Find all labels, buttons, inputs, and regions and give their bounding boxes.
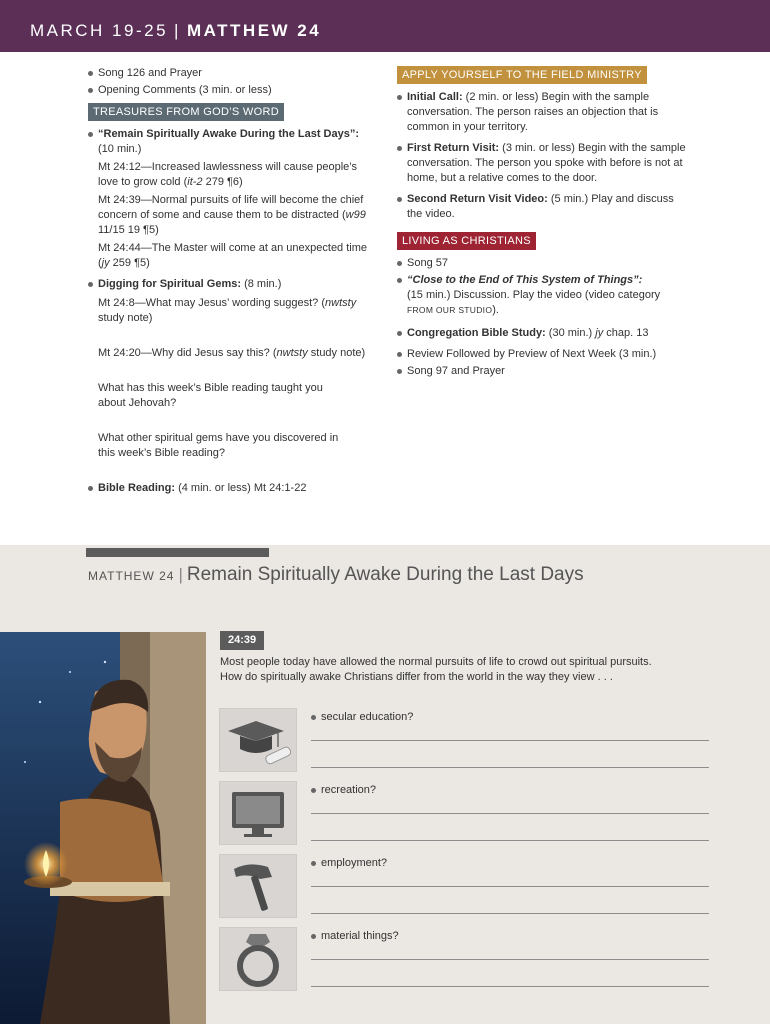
q1-ref: nwtsty [325, 297, 357, 309]
mt-24-12-ref: it-2 [187, 176, 203, 188]
second-return-visit [397, 192, 687, 222]
closing-song [397, 364, 687, 379]
section-book-label: MATTHEW 24 [88, 569, 175, 583]
second-return-label: Second Return Visit Video: [407, 193, 548, 205]
question-line-1: Most people today have allowed the normal pursuits of life to crowd out spiritual pursuits. [220, 656, 652, 668]
gems-question-3: What has this week’s Bible reading taught you about Jehovah? [98, 382, 323, 409]
mt-24-12-point [98, 160, 373, 190]
cbs-text: (30 min.) [545, 327, 596, 339]
row-secular-education [219, 708, 711, 772]
monitor-svg [220, 782, 296, 844]
header-separator: | [174, 21, 181, 40]
illustration-man-with-lamp [0, 632, 206, 1024]
cbs-label: Congregation Bible Study: [407, 327, 546, 339]
ring-icon [219, 927, 297, 991]
gems-duration: (8 min.) [241, 278, 282, 290]
section-pipe: | [178, 565, 183, 584]
gems-label: Digging for Spiritual Gems: [98, 278, 242, 290]
q1-rest: study note) [98, 312, 153, 324]
talk-title: “Remain Spiritually Awake During the Last Days”: [98, 128, 360, 140]
living-banner: LIVING AS CHRISTIANS [397, 232, 536, 250]
graduation-cap-icon [219, 708, 297, 772]
cbs-rest: chap. 13 [603, 327, 649, 339]
row-material-things [219, 927, 711, 991]
header-title [30, 20, 321, 42]
initial-call-label: Initial Call: [407, 91, 463, 103]
review-text: Review Followed by Preview of Next Week (3 min.) [407, 348, 657, 360]
date-range: MARCH 19-25 [30, 21, 169, 40]
treasures-talk [88, 127, 373, 271]
treasures-banner: TREASURES FROM GOD’S WORD [88, 103, 284, 121]
video-category: FROM OUR STUDIO [407, 305, 493, 315]
monitor-icon [219, 781, 297, 845]
gems-question-2 [98, 346, 373, 361]
q1-text: Mt 24:8—What may Jesus’ wording suggest? ( [98, 297, 326, 309]
reading-text: (4 min. or less) Mt 24:1-22 [175, 482, 307, 494]
mt-24-39-point [98, 193, 373, 238]
gems-question-1 [98, 296, 373, 326]
opening-comments-text: Opening Comments (3 min. or less) [98, 84, 272, 96]
first-return-text: (3 min. or less) Begin with the sample conversation. The person you spoke with before is not at home, but a relative comes to the door. [407, 142, 686, 184]
ring-svg [220, 928, 296, 990]
row-label-recreation: recreation? [311, 783, 376, 798]
right-column [397, 66, 687, 381]
answer-line-2a[interactable] [311, 813, 709, 814]
page-header [0, 0, 770, 52]
q2-text: Mt 24:20—Why did Jesus say this? ( [98, 347, 277, 359]
close-title: “Close to the End of This System of Things”: [407, 274, 643, 286]
answer-line-2b[interactable] [311, 840, 709, 841]
section-title [88, 564, 584, 585]
reading-label: Bible Reading: [98, 482, 176, 494]
mt-24-44-text: Mt 24:44—The Master will come at an unexpected time ( [98, 242, 368, 269]
initial-call-text: (2 min. or less) Begin with the sample conversation. The person raises an objection that is common in your territory. [407, 91, 659, 133]
cbs-ref: jy [595, 327, 604, 339]
close-to-end-part [397, 273, 687, 318]
opening-comments [88, 83, 373, 98]
opening-song-text: Song 126 and Prayer [98, 67, 202, 79]
hammer-icon [219, 854, 297, 918]
close-text: (15 min.) Discussion. Play the video (video category [407, 289, 661, 301]
left-column [88, 66, 373, 498]
mt-24-12-text: Mt 24:12—Increased lawlessness will cause people’s love to grow cold ( [98, 161, 358, 188]
hammer-svg [220, 855, 296, 917]
mt-24-44-point [98, 241, 373, 271]
q2-ref: nwtsty [276, 347, 308, 359]
row-recreation [219, 781, 711, 845]
apply-banner: APPLY YOURSELF TO THE FIELD MINISTRY [397, 66, 647, 84]
row-label-employment: employment? [311, 856, 387, 871]
initial-call [397, 90, 687, 135]
opening-song [88, 66, 373, 81]
song-57-text: Song 57 [407, 257, 448, 269]
congregation-bible-study [397, 326, 687, 341]
answer-line-1b[interactable] [311, 767, 709, 768]
first-return-visit [397, 141, 687, 186]
answer-line-3a[interactable] [311, 886, 709, 887]
mt-24-12-ref-rest: 279 ¶6) [202, 176, 243, 188]
question-line-2: How do spiritually awake Christians differ from the world in the way they view . . . [220, 671, 613, 683]
first-return-label: First Return Visit: [407, 142, 500, 154]
section-theme: Remain Spiritually Awake During the Last Days [186, 564, 584, 585]
song-57 [397, 256, 687, 271]
row-employment [219, 854, 711, 918]
answer-line-4a[interactable] [311, 959, 709, 960]
answer-line-4b[interactable] [311, 986, 709, 987]
study-question [220, 655, 700, 685]
section-bar [86, 548, 269, 557]
mt-24-39-ref: w99 [345, 209, 366, 221]
row-label-secular-education: secular education? [311, 710, 413, 725]
book-name: MATTHEW 24 [186, 21, 322, 40]
answer-line-1a[interactable] [311, 740, 709, 741]
mt-24-44-ref: jy [101, 257, 110, 269]
study-section [0, 545, 770, 1024]
gems-question-4: What other spiritual gems have you discovered in this week’s Bible reading? [98, 432, 339, 459]
close-end: ). [492, 304, 499, 316]
verse-badge: 24:39 [220, 631, 264, 650]
graduation-cap-svg [220, 709, 296, 771]
answer-line-3b[interactable] [311, 913, 709, 914]
mt-24-44-ref-rest: 259 ¶5) [109, 257, 150, 269]
q2-rest: study note) [307, 347, 366, 359]
mt-24-39-ref-rest: 11/15 19 ¶5) [98, 224, 159, 236]
bible-reading [88, 481, 373, 496]
illustration-svg [0, 632, 206, 1024]
closing-song-text: Song 97 and Prayer [407, 365, 505, 377]
row-label-material-things: material things? [311, 929, 399, 944]
review-preview [397, 347, 687, 362]
talk-duration: (10 min.) [98, 143, 142, 155]
spiritual-gems [88, 277, 373, 461]
mt-24-39-text: Mt 24:39—Normal pursuits of life will become the chief concern of some and cause them to be distracted ( [98, 194, 364, 221]
second-return-text: (5 min.) Play and discuss the video. [407, 193, 674, 220]
